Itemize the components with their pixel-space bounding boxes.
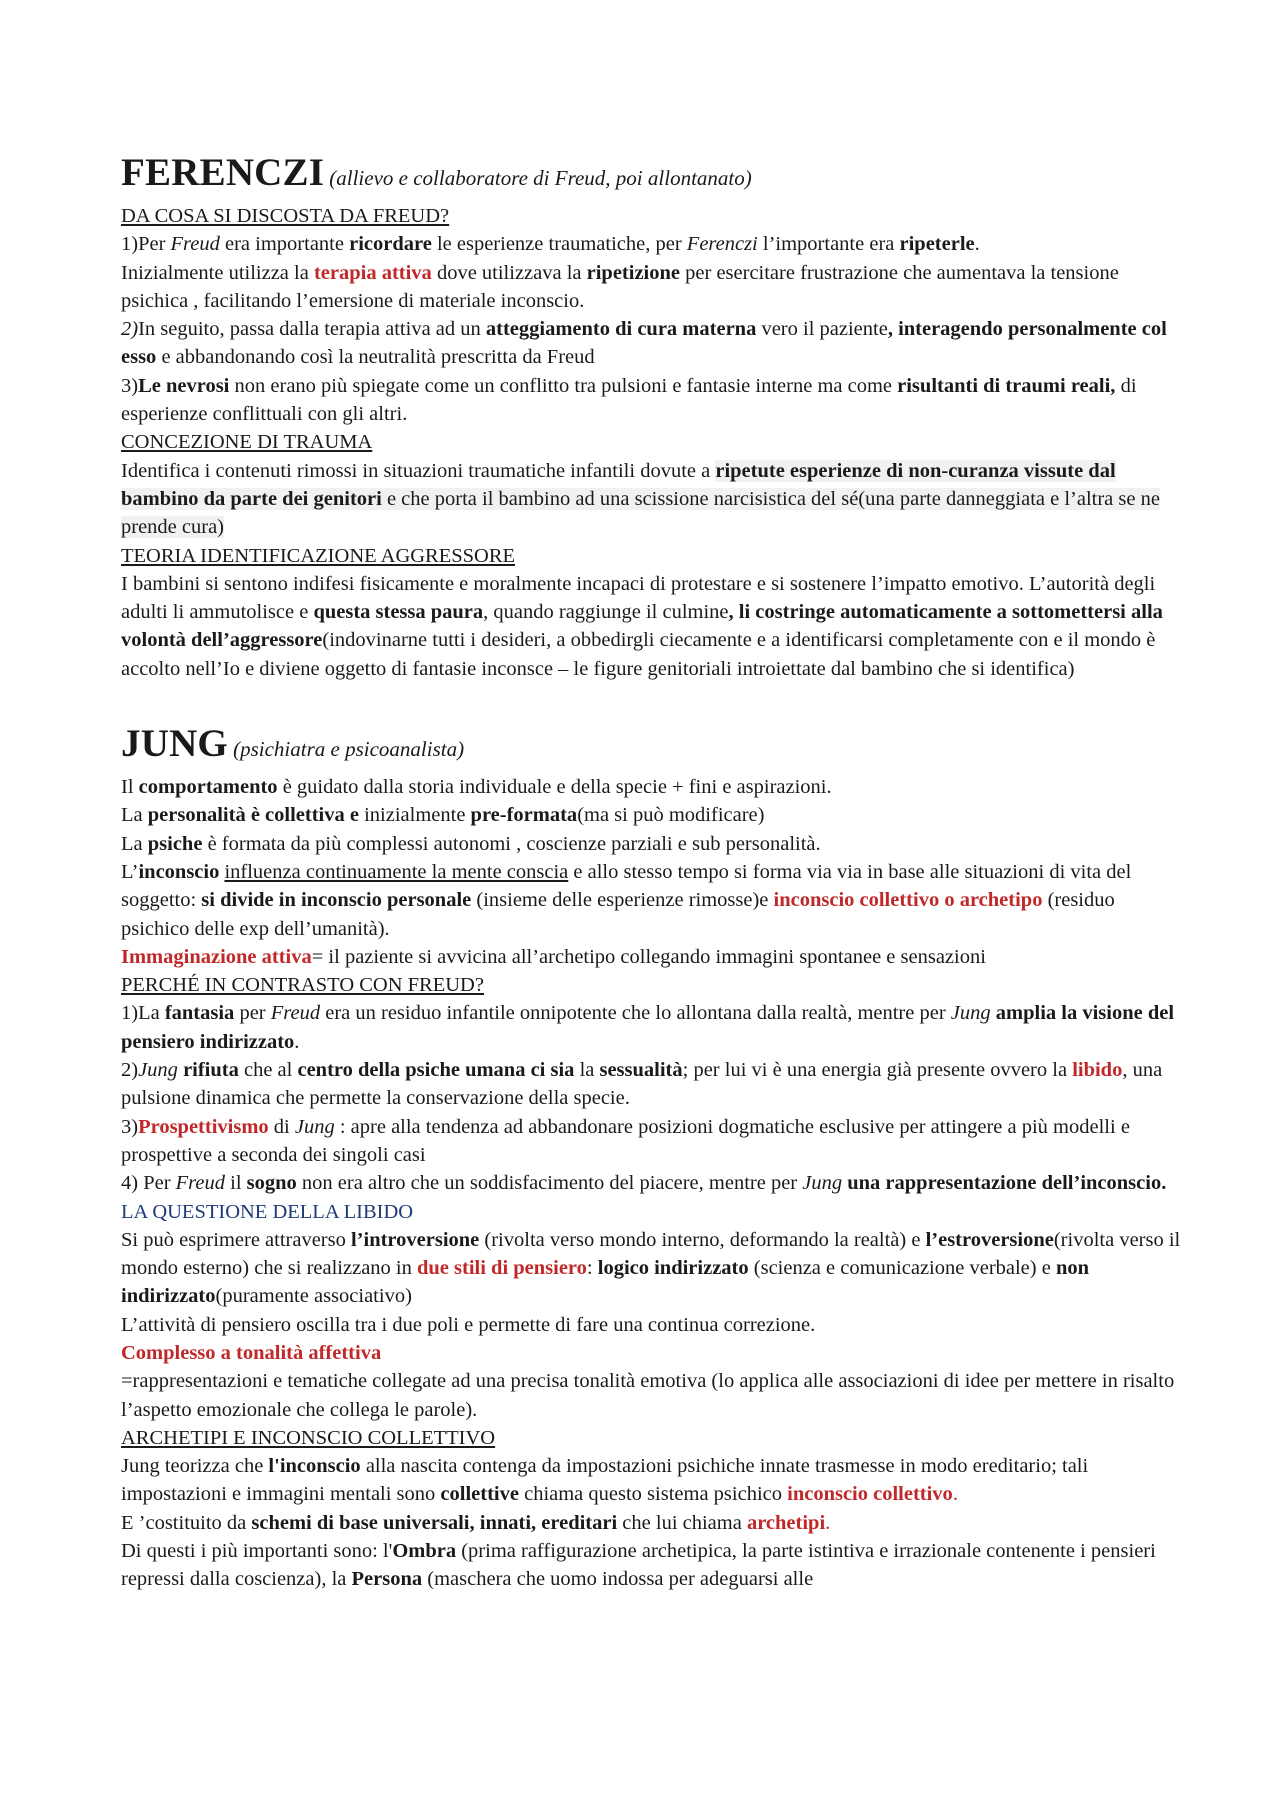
ferenczi-point-3: 3)Le nevrosi non erano più spiegate come un conflitto tra pulsioni e fantasie interne ma come risultanti di traumi reali, di esperienze conflittuali con gli altri. xyxy=(121,374,1137,426)
contrast-point-4: 4) Per Freud il sogno non era altro che un soddisfacimento del piacere, mentre per Jung una rappresentazione dell’inconscio. xyxy=(121,1172,1167,1195)
ferenczi-point-1: 1)Per Freud era importante ricordare le esperienze traumatiche, per Ferenczi l’importante era ripeterle. xyxy=(121,233,980,256)
libido-heading: LA QUESTIONE DELLA LIBIDO xyxy=(121,1200,414,1223)
jung-subtitle: (psichiatra e psicoanalista) xyxy=(233,737,465,762)
trauma-heading: CONCEZIONE DI TRAUMA xyxy=(121,431,373,454)
contrast-point-3: 3)Prospettivismo di Jung : apre alla tendenza ad abbandonare posizioni dogmatiche esclusive per attingere a più modelli e prospettive a seconda dei singoli casi xyxy=(121,1115,1130,1166)
jung-line-3: La psiche è formata da più complessi autonomi , coscienze parziali e sub personalità. xyxy=(121,832,821,855)
libido-oscillation: L’attività di pensiero oscilla tra i due poli e permette di fare una continua correzione. xyxy=(121,1313,816,1336)
aggressor-paragraph: I bambini si sentono indifesi fisicamente e moralmente incapaci di protestare e si sostenere l’impatto emotivo. L’autorità degli adulti li ammutolisce e questa stessa paura, quando raggiunge il culmine, li costringe automaticamente a sottomettersi alla volontà dell’aggressore(indovinarne tutti i desideri, a obbedirgli ciecamente e a identificarsi completamente con e il mondo è accolto nell’Io e diviene oggetto di fantasie inconsce – le figure genitoriali introiettate dal bambino che si identifica) xyxy=(121,572,1163,680)
contrast-point-1: 1)La fantasia per Freud era un residuo infantile onnipotente che lo allontana dalla realtà, mentre per Jung amplia la visione del pensiero indirizzato. xyxy=(121,1002,1175,1053)
jung-line-5: Immaginazione attiva= il paziente si avvicina all’archetipo collegando immagini spontanee e sensazioni xyxy=(121,945,986,968)
section-title-jung xyxy=(121,721,1181,773)
ferenczi-name: FERENCZI xyxy=(121,151,325,194)
archetypes-heading: ARCHETIPI E INCONSCIO COLLETTIVO xyxy=(121,1426,496,1449)
archetypes-paragraph-2: E ’costituito da schemi di base universali, innati, ereditari che lui chiama archetipi. xyxy=(121,1511,831,1534)
jung-line-2: La personalità è collettiva e inizialmente pre-formata(ma si può modificare) xyxy=(121,804,765,827)
document-page xyxy=(121,150,1181,1594)
jung-name: JUNG xyxy=(121,722,228,766)
complex-paragraph: =rappresentazioni e tematiche collegate ad una precisa tonalità emotiva (lo applica alle associazioni di idee per mettere in risalto l’aspetto emozionale che collega le parole). xyxy=(121,1370,1175,1421)
aggressor-heading: TEORIA IDENTIFICAZIONE AGGRESSORE xyxy=(121,544,516,567)
ferenczi-question-heading: DA COSA SI DISCOSTA DA FREUD? xyxy=(121,205,450,227)
archetypes-paragraph-3: Di questi i più importanti sono: l'Ombra (prima raffigurazione archetipica, la parte istintiva e irrazionale contenente i pensieri repressi dalla coscienza), la Persona (maschera che uomo indossa per adeguarsi alle xyxy=(121,1540,1156,1591)
jung-line-4: L’inconscio influenza continuamente la mente conscia e allo stesso tempo si forma via via in base alle situazioni di vita del soggetto: si divide in inconscio personale (insieme delle esperienze rimosse)e inconscio collettivo o archetipo (residuo psichico delle exp dell’umanità). xyxy=(121,860,1132,940)
complex-heading: Complesso a tonalità affettiva xyxy=(121,1341,382,1364)
ferenczi-subtitle: (allievo e collaboratore di Freud, poi allontanato) xyxy=(329,166,752,190)
contrast-point-2: 2)Jung rifiuta che al centro della psiche umana ci sia la sessualità; per lui vi è una energia già presente ovvero la libido, una pulsione dinamica che permette la conservazione della specie. xyxy=(121,1059,1163,1110)
ferenczi-point-1-detail: Inizialmente utilizza la terapia attiva dove utilizzava la ripetizione per esercitare frustrazione che aumentava la tensione psichica , facilitando l’emersione di materiale inconscio. xyxy=(121,261,1119,312)
contrast-heading: PERCHÉ IN CONTRASTO CON FREUD? xyxy=(121,974,484,997)
trauma-paragraph: Identifica i contenuti rimossi in situazioni traumatiche infantili dovute a ripetute esperienze di non-curanza vissute dal bambino da parte dei genitori e che porta il bambino ad una scissione narcisistica del sé(una parte danneggiata e l’altra se ne prende cura) xyxy=(121,459,1160,539)
section-title-ferenczi xyxy=(121,150,1181,202)
jung-line-1: Il comportamento è guidato dalla storia individuale e della specie + fini e aspirazioni. xyxy=(121,776,832,799)
libido-paragraph: Si può esprimere attraverso l’introversione (rivolta verso mondo interno, deformando la realtà) e l’estroversione(rivolta verso il mondo esterno) che si realizzano in due stili di pensiero: logico indirizzato (scienza e comunicazione verbale) e non indirizzato(puramente associativo) xyxy=(121,1228,1181,1308)
ferenczi-point-2: 2)In seguito, passa dalla terapia attiva ad un atteggiamento di cura materna vero il paziente, interagendo personalmente col esso e abbandonando così la neutralità prescritta da Freud xyxy=(121,318,1167,369)
archetypes-paragraph-1: Jung teorizza che l'inconscio alla nascita contenga da impostazioni psichiche innate trasmesse in modo ereditario; tali impostazioni e immagini mentali sono collettive chiama questo sistema psichico inconscio collettivo. xyxy=(121,1455,1089,1506)
